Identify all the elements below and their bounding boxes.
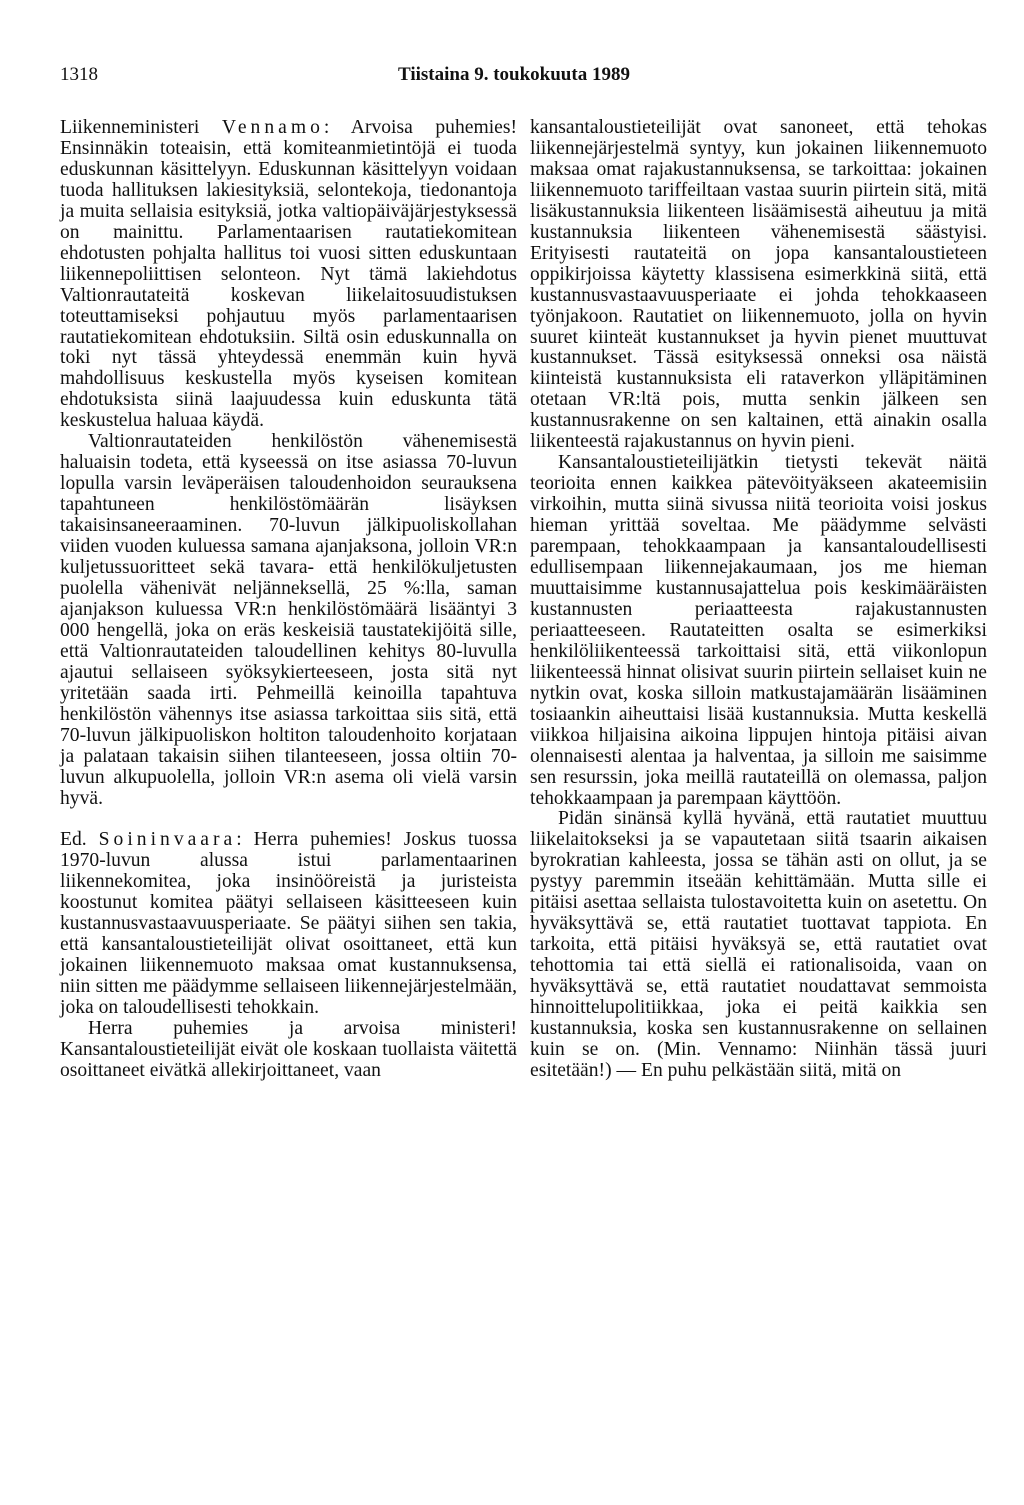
speaker-title: Liikenneministeri [60,117,222,138]
speaker-title: Ed. [60,829,99,851]
speaker-name: Vennamo [221,117,324,138]
paragraph: kansantaloustieteilijät ovat sanoneet, että tehokas liikennejärjestelmä syntyy, kun jokainen liikennemuoto maksaa omat rajakustannuksensa, se tarkoittaa: jokainen liikennemuoto tariffeiltaan vastaa suurin piirtein sitä, mitä lisäkustannuksia liikenteen lisäämisestä aiheutuu ja mitä kustannuksia liikenteen vähenemisestä säästyisi. Erityisesti rautateitä on jopa kansantaloustieteen oppikirjoissa käytetty klassisena esimerkkinä siitä, että kustannusvastaavuusperiaate ei johda tehokkaaseen työnjakoon. Rautatiet on liikennemuoto, jolla on hyvin suuret kiinteät kustannukset ja hyvin pienet muuttuvat kustannukset. Tässä esityksessä onneksi osa näistä kiinteistä kustannuksista eli rataverkon ylläpitäminen otetaan VR:ltä pois, mutta senkin jälkeen sen kustannusrakenne on sen kaltainen, että ainakin osalla liikenteestä rajakustannus on hyvin pieni. [530,117,987,453]
speech-text: : Arvoisa puhemies! Ensinnäkin toteaisin, että komiteanmietintöjä ei tuoda eduskunnan käsittelyyn. Eduskunnan käsittelyyn voidaan tuoda hallituksen lakiesityksiä, selontekoja, tiedonantoja ja muita sellaisia esityksiä, jotka valtiopäiväjärjestyksessä on mainittu. Parlamentaarisen rautatiekomitean ehdotusten pohjalta hallitus toi vuosi sitten eduskuntaan liikennepoliittisen selonteon. Nyt tämä lakiehdotus Valtionrautateitä koskevan liikelaitosuudistuksen toteuttamiseksi pohjautuu myös parlamentaarisen rautatiekomitean ehdotuksiin. Siltä osin eduskunnalla on toki nyt tässä yhteydessä enemmän kuin hyvä mahdollisuus keskustella myös kyseisen komitean ehdotuksista siinä laajuudessa kuin eduskunta tätä keskustelua haluaa käydä. [60,117,517,432]
left-column [60,118,517,1082]
page-number: 1318 [60,64,98,85]
paragraph: Kansantaloustieteilijätkin tietysti tekevät näitä teorioita ennen kaikkea pätevöityäkseen akateemisiin virkoihin, mutta siinä sivussa niitä teorioita voisi joskus hieman yrittää soveltaa. Me päädymme selvästi parempaan, tehokkaampaan ja kansantaloudellisesti edullisempaan liikennejakaumaan, jos me hieman muuttaisimme kustannusajattelua pois keskimääräisten kustannusten periaatteesta rajakustannusten periaatteeseen. Rautateitten osalta se esimerkiksi henkilöliikenteessä tarkoittaisi sitä, että viikonlopun liikenteessä hinnat olisivat suurin piirtein sellaiset kuin ne nytkin ovat, koska silloin matkustajamäärän lisääminen tosiaankin aiheuttaisi lisää kustannuksia. Mutta keskellä viikkoa hiljaisina aikoina lippujen hintoja pitäisi aivan olennaisesti alentaa ja halventaa, ja silloin me saisimme sen resurssin, joka meillä rautateillä on olemassa, paljon tehokkaampaan ja parempaan käyttöön. [530,452,987,809]
right-column [530,118,987,1082]
speech-text: : Herra puhemies! Joskus tuossa 1970-luvun alussa istui parlamentaarinen liikennekomitea, joka insinööreistä ja juristeista koostunut komitea päätyi sellaiseen käsitteeseen kuin kustannusvastaavuusperiaate. Se päätyi siihen sen takia, että kansantaloustieteilijät olivat osoittaneet, että kun jokainen liikennemuoto maksaa omat kustannuksensa, niin sitten me päädymme sellaiseen liikennejärjestelmään, joka on taloudellisesti tehokkain. [60,829,518,1019]
page-date: Tiistaina 9. toukokuuta 1989 [398,64,630,85]
paragraph: Herra puhemies ja arvoisa ministeri! Kansantaloustieteilijät eivät ole koskaan tuollaista väitettä osoittaneet eivätkä allekirjoittaneet, vaan [60,1018,517,1081]
speech-soininvaara [60,830,517,1019]
speech-vennamo [60,118,517,432]
paragraph: Valtionrautateiden henkilöstön vähenemisestä haluaisin todeta, että kyseessä on itse asiassa 70-luvun lopulla varsin leväperäisen taloudenhoidon seurauksena tapahtuneen henkilöstömäärän lisäyksen takaisinsaneeraaminen. 70-luvun jälkipuoliskollahan viiden vuoden kuluessa samana ajanjaksona, jolloin VR:n kuljetussuoritteet sekä tavara- että henkilökuljetusten puolella vähenivät neljänneksellä, 25 %:lla, saman ajanjakson kuluessa VR:n henkilöstömäärä lisääntyi 3 000 hengellä, joka on eräs keskeisiä taustatekijöitä sille, että Valtionrautateiden taloudellinen kehitys 80-luvulla ajautui sellaiseen syöksykierteeseen, josta sitä nyt yritetään saada irti. Pehmeillä keinoilla tapahtuva henkilöstön vähennys itse asiassa tarkoittaa siis sitä, että 70-luvun jälkipuoliskon holtiton taloudenhoito korjataan ja palataan takaisin siihen tilanteeseen, jossa oltiin 70-luvun alkupuolella, jolloin VR:n asema oli vielä varsin hyvä. [60,431,517,809]
speaker-name: Soininvaara [98,829,237,851]
paragraph: Pidän sinänsä kyllä hyvänä, että rautatiet muuttuu liikelaitokseksi ja se vapautetaan siitä tsaarin aikaisen byrokratian kahleesta, jossa se tähän asti on ollut, ja se pystyy paremmin itseään kehittämään. Mutta sille ei pitäisi asettaa sellaista tulostavoitetta kuin on asetettu. On hyväksyttävä se, että rautatiet tuottavat tappiota. En tarkoita, että pitäisi hyväksyä se, että rautatiet ovat tehottomia tai että siellä ei rationalisoida, vaan on hyväksyttävä se, että rautatiet noudattavat semmoista hinnoittelupolitiikkaa, joka ei peitä kaikkia sen kustannuksia, koska sen kustannusrakenne on sellainen kuin se on. (Min. Vennamo: Niinhän tässä juuri esitetään!) — En puhu pelkästään siitä, mitä on [530,808,987,1081]
